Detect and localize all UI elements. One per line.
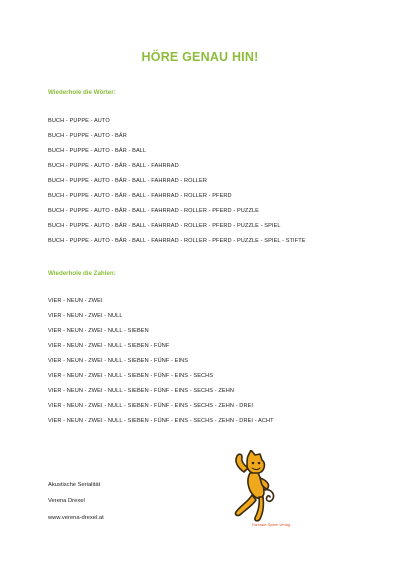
list-item: BUCH - PUPPE - AUTO - BÄR - BALL - FAHRRAD [48, 163, 179, 169]
footer-author: Verena Drexel [48, 497, 85, 504]
numbers-list [48, 294, 274, 429]
cartoon-cat-icon [228, 450, 280, 524]
list-item: VIER - NEUN - ZWEI - NULL - SIEBEN - FÜNF - EINS - SECHS - ZEHN - DREI [48, 403, 254, 409]
list-item: BUCH - PUPPE - AUTO - BÄR - BALL [48, 148, 147, 154]
list-item: VIER - NEUN - ZWEI - NULL - SIEBEN - FÜNF - EINS - SECHS [48, 373, 214, 379]
list-item: VIER - NEUN - ZWEI - NULL [48, 313, 123, 319]
list-item: VIER - NEUN - ZWEI - NULL - SIEBEN - FÜNF - EINS - SECHS - ZEHN - DREI - ACHT [48, 418, 274, 424]
footer [48, 478, 104, 527]
list-item: VIER - NEUN - ZWEI - NULL - SIEBEN - FÜNF - EINS - SECHS - ZEHN [48, 388, 235, 394]
page-title: HÖRE GENAU HIN! [141, 50, 259, 64]
list-item: BUCH - PUPPE - AUTO [48, 118, 110, 124]
list-item: VIER - NEUN - ZWEI [48, 298, 103, 304]
list-item: BUCH - PUPPE - AUTO - BÄR - BALL - FAHRRAD - ROLLER [48, 178, 207, 184]
footer-website: www.verena-drexel.at [48, 515, 104, 521]
list-item: VIER - NEUN - ZWEI - NULL - SIEBEN [48, 328, 149, 334]
list-item: BUCH - PUPPE - AUTO - BÄR - BALL - FAHRRAD - ROLLER - PFERD - PUZZLE [48, 208, 260, 214]
brand-logo-text: Fantasie Spiele Verlag [252, 523, 290, 527]
footer-subject: Akustische Serialität [48, 482, 101, 488]
brand-logo [252, 523, 290, 527]
list-item: BUCH - PUPPE - AUTO - BÄR - BALL - FAHRRAD - ROLLER - PFERD - PUZZLE - SPIEL [48, 223, 281, 229]
words-heading: Wiederhole die Wörter: [48, 89, 116, 96]
list-item: BUCH - PUPPE - AUTO - BÄR - BALL - FAHRRAD - ROLLER - PFERD - PUZZLE - SPIEL - STIFTE [48, 238, 306, 244]
list-item: BUCH - PUPPE - AUTO - BÄR - BALL - FAHRRAD - ROLLER - PFERD [48, 193, 232, 199]
list-item: VIER - NEUN - ZWEI - NULL - SIEBEN - FÜNF - EINS [48, 358, 189, 364]
words-list [48, 114, 306, 249]
list-item: BUCH - PUPPE - AUTO - BÄR [48, 133, 127, 139]
list-item: VIER - NEUN - ZWEI - NULL - SIEBEN - FÜNF [48, 343, 170, 349]
numbers-heading: Wiederhole die Zahlen: [48, 270, 116, 277]
